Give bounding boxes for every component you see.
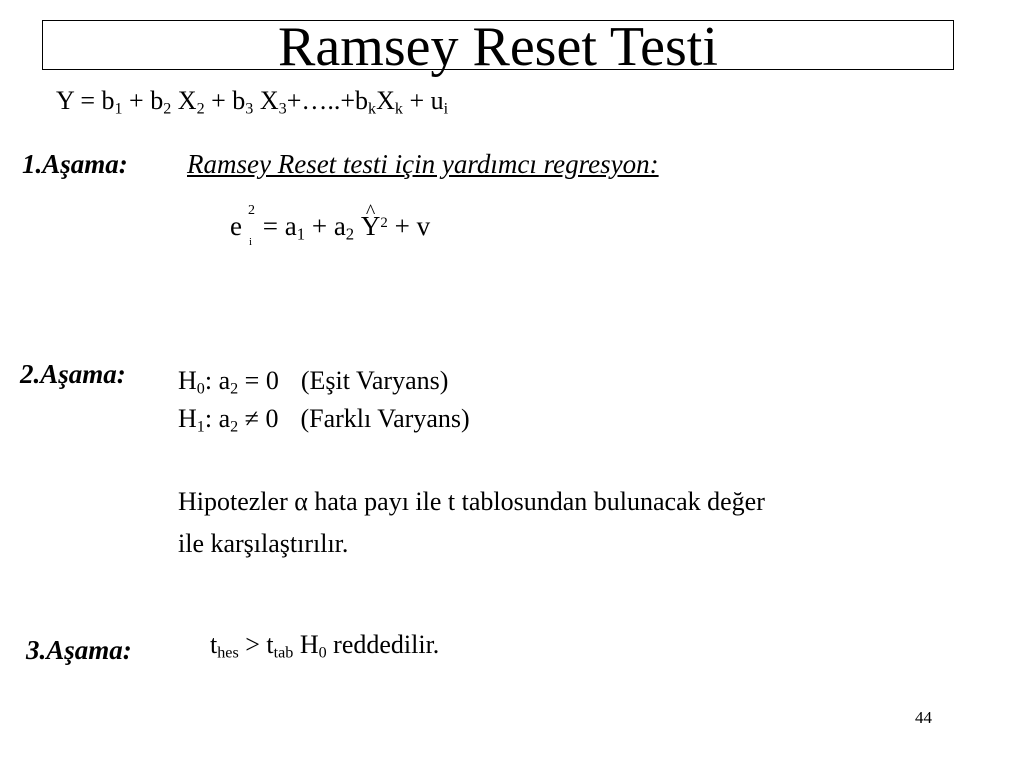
hypothesis-note-line2: ile karşılaştırılır. <box>178 529 349 558</box>
eq-ei-squared: e 2 i <box>230 203 255 248</box>
eq-x2: $X_2$ <box>177 86 205 118</box>
eq-yhat-squared: ^ $Y^2$ <box>361 211 388 241</box>
eq-ui: $u_i$ <box>430 86 449 118</box>
title-box <box>42 16 954 78</box>
hypothesis-note-line1: Hipotezler α hata payı ile t tablosundan bulunacak değer <box>178 487 765 516</box>
eq-plus: + <box>211 86 226 115</box>
eq-a2: $a_2$ <box>333 211 355 244</box>
eq-plus: + <box>409 86 425 115</box>
stage1-label: 1.Aşama: <box>22 149 128 179</box>
stage1-description: Ramsey Reset testi için yardımcı regresyon: <box>187 149 659 179</box>
eq-v: v <box>416 211 431 241</box>
null-hypothesis: $H_0$: $a_2 = 0$ (Eşit Varyans) <box>178 366 449 398</box>
eq-plus: + <box>129 86 144 115</box>
eq-b2: $b_2$ <box>150 86 172 118</box>
eq-plus: + <box>311 211 328 241</box>
eq-b1: $b_1$ <box>101 86 123 118</box>
eq-plus: + <box>394 211 410 241</box>
decision-rule: $t_{hes} > t_{tab}$ $H_0$ reddedilir. <box>210 630 440 662</box>
eq-x3-tail: $X_3+\dots..+b_kX_k$ <box>259 86 403 118</box>
eq-equals: = <box>80 86 95 115</box>
eq-b3: $b_3$ <box>232 86 254 118</box>
alternative-hypothesis: $H_1$: $a_2 \ne 0$ (Farklı Varyans) <box>178 404 470 436</box>
auxiliary-regression-equation <box>230 203 431 248</box>
eq-a1: $a_1$ <box>284 211 306 244</box>
stage3-label: 3.Aşama: <box>26 635 132 665</box>
stage2-label: 2.Aşama: <box>20 359 126 389</box>
regression-model-equation <box>56 86 448 116</box>
slide-title: Ramsey Reset Testi <box>278 16 718 78</box>
eq-y: Y <box>56 86 74 115</box>
page-number: 44 <box>915 708 932 727</box>
eq-equals: = <box>262 211 278 241</box>
